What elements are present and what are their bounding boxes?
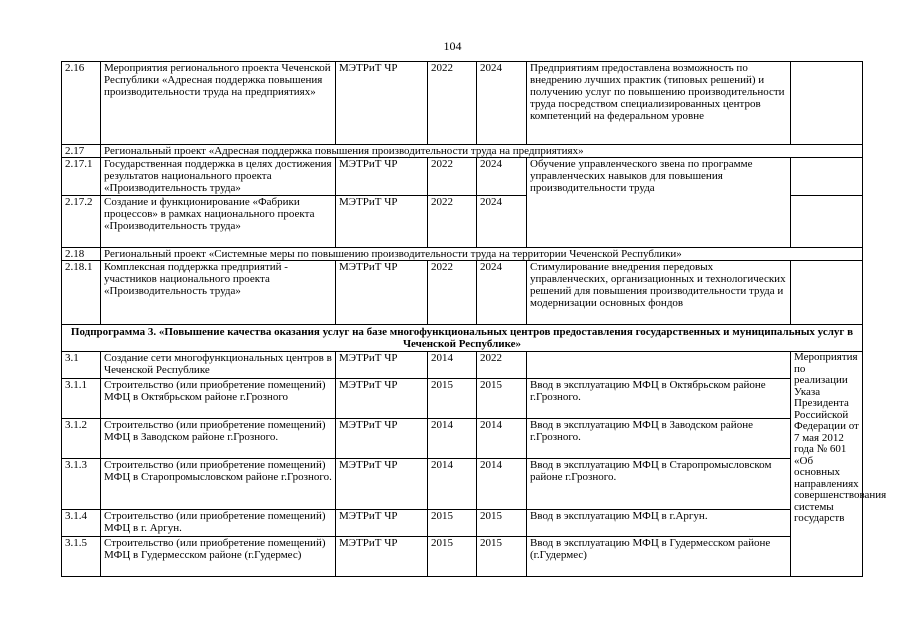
row-number: 3.1.5 (62, 537, 101, 577)
executor: МЭТРиТ ЧР (336, 510, 428, 537)
table-row (62, 158, 863, 196)
row-number: 3.1.1 (62, 379, 101, 419)
end-year: 2015 (477, 537, 527, 577)
expected-result: Ввод в эксплуатацию МФЦ в г.Аргун. (527, 510, 791, 537)
end-year: 2024 (477, 62, 527, 145)
expected-result: Ввод в эксплуатацию МФЦ в Заводском районе г.Грозного. (527, 419, 791, 459)
table-row (62, 352, 863, 379)
table-row (62, 62, 863, 145)
start-year: 2015 (428, 510, 477, 537)
start-year: 2015 (428, 379, 477, 419)
executor: МЭТРиТ ЧР (336, 419, 428, 459)
section-title: Региональный проект «Адресная поддержка повышения производительности труда на предприятиях» (101, 145, 863, 158)
expected-result: Обучение управленческого звена по программе управленческих навыков для повышения производительности труда (527, 158, 791, 248)
end-year: 2014 (477, 459, 527, 510)
row-number: 2.17.1 (62, 158, 101, 196)
start-year: 2014 (428, 419, 477, 459)
measure-name: Строительство (или приобретение помещений) МФЦ в г. Аргун. (101, 510, 336, 537)
start-year: 2022 (428, 158, 477, 196)
table-row (62, 379, 863, 419)
row-number: 3.1 (62, 352, 101, 379)
subprogram-title: Подпрограмма 3. «Повышение качества оказания услуг на базе многофункциональных центров предоставления государственных и муниципальных услуг в Чеченской Республике» (62, 325, 863, 352)
expected-result: Предприятиям предоставлена возможность по внедрению лучших практик (типовых решений) и получению услуг по повышению производительности труда посредством специализированных центров компетенций на федеральном уровне (527, 62, 791, 145)
measure-name: Создание и функционирование «Фабрики процессов» в рамках национального проекта «Производительность труда» (101, 196, 336, 248)
start-year: 2022 (428, 261, 477, 325)
expected-result: Ввод в эксплуатацию МФЦ в Октябрьском районе г.Грозного. (527, 379, 791, 419)
start-year: 2022 (428, 62, 477, 145)
section-row (62, 248, 863, 261)
row-number: 2.17 (62, 145, 101, 158)
measure-name: Строительство (или приобретение помещений) МФЦ в Старопромысловском районе г.Грозного. (101, 459, 336, 510)
executor: МЭТРиТ ЧР (336, 261, 428, 325)
start-year: 2022 (428, 196, 477, 248)
executor: МЭТРиТ ЧР (336, 459, 428, 510)
row-number: 2.17.2 (62, 196, 101, 248)
end-year: 2024 (477, 196, 527, 248)
row-number: 3.1.4 (62, 510, 101, 537)
page-number: 104 (443, 39, 462, 53)
table-row (62, 510, 863, 537)
program-table (61, 61, 887, 577)
measure-name: Строительство (или приобретение помещений) МФЦ в Октябрьском районе г.Грозного (101, 379, 336, 419)
section-row (62, 145, 863, 158)
measure-name: Строительство (или приобретение помещений) МФЦ в Заводском районе г.Грозного. (101, 419, 336, 459)
note-cell (791, 196, 863, 248)
expected-result (527, 352, 791, 379)
measure-name: Строительство (или приобретение помещений) МФЦ в Гудермесском районе (г.Гудермес) (101, 537, 336, 577)
row-number: 2.16 (62, 62, 101, 145)
measure-name: Мероприятия регионального проекта Чеченской Республики «Адресная поддержка повышения производительности труда на предприятиях» (101, 62, 336, 145)
measure-name: Комплексная поддержка предприятий - участников национального проекта «Производительность труда» (101, 261, 336, 325)
note-cell (791, 62, 863, 145)
executor: МЭТРиТ ЧР (336, 352, 428, 379)
row-number: 2.18 (62, 248, 101, 261)
executor: МЭТРиТ ЧР (336, 379, 428, 419)
note-cell (791, 158, 863, 196)
start-year: 2014 (428, 459, 477, 510)
row-number: 2.18.1 (62, 261, 101, 325)
row-number: 3.1.3 (62, 459, 101, 510)
end-year: 2014 (477, 419, 527, 459)
note-cell (791, 261, 863, 325)
executor: МЭТРиТ ЧР (336, 158, 428, 196)
expected-result: Ввод в эксплуатацию МФЦ в Старопромысловском районе г.Грозного. (527, 459, 791, 510)
end-year: 2024 (477, 158, 527, 196)
table-row (62, 419, 863, 459)
note-cell: Мероприятия по реализации Указа Президента Российской Федерации от 7 мая 2012 года № 601 «Об основных направлениях совершенствования системы государств (791, 352, 863, 577)
table-row (62, 537, 863, 577)
subprogram-row (62, 325, 863, 352)
start-year: 2014 (428, 352, 477, 379)
end-year: 2015 (477, 379, 527, 419)
end-year: 2024 (477, 261, 527, 325)
section-title: Региональный проект «Системные меры по повышению производительности труда на территории Чеченской Республики» (101, 248, 863, 261)
executor: МЭТРиТ ЧР (336, 62, 428, 145)
executor: МЭТРиТ ЧР (336, 196, 428, 248)
executor: МЭТРиТ ЧР (336, 537, 428, 577)
table-row (62, 459, 863, 510)
measure-name: Государственная поддержка в целях достижения результатов национального проекта «Производительность труда» (101, 158, 336, 196)
row-number: 3.1.2 (62, 419, 101, 459)
expected-result: Ввод в эксплуатацию МФЦ в Гудермесском районе (г.Гудермес) (527, 537, 791, 577)
table-row (62, 261, 863, 325)
measure-name: Создание сети многофункциональных центров в Чеченской Республике (101, 352, 336, 379)
end-year: 2015 (477, 510, 527, 537)
start-year: 2015 (428, 537, 477, 577)
expected-result: Стимулирование внедрения передовых управленческих, организационных и технологических решений для повышения производительности труда и модернизации основных фондов (527, 261, 791, 325)
end-year: 2022 (477, 352, 527, 379)
